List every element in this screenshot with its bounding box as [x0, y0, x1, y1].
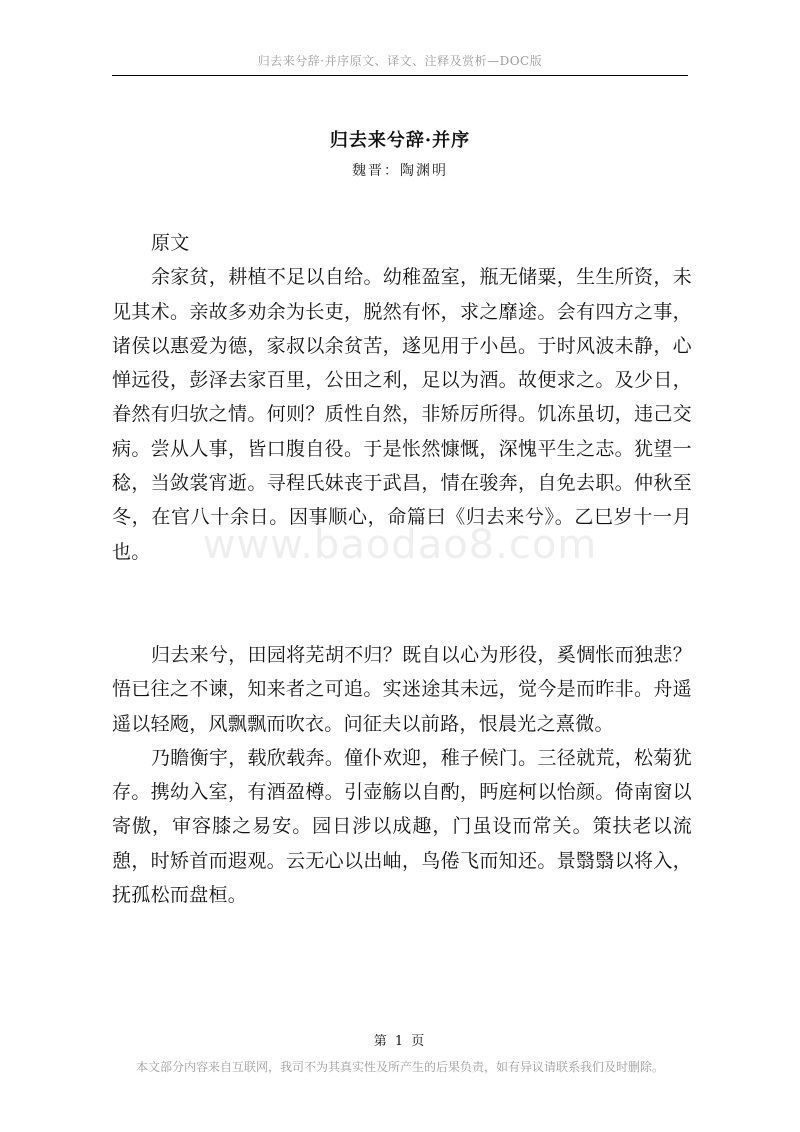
paragraph-gap: [112, 569, 692, 638]
verse-paragraph-2: 乃瞻衡宇，载欣载奔。僮仆欢迎，稚子候门。三径就荒，松菊犹存。携幼入室，有酒盈樽。引壶觞以自酌，眄庭柯以怡颜。倚南窗以寄傲，审容膝之易安。园日涉以成趣，门虽设而常关。策扶老以流憩，时矫首而遐观。云无心以出岫，鸟倦飞而知还。景翳翳以将入，抚孤松而盘桓。: [112, 746, 692, 907]
document-body: [112, 226, 692, 912]
header-divider: [112, 75, 688, 76]
verse-paragraph-1: 归去来兮，田园将芜胡不归？既自以心为形役，奚惆怅而独悲？悟已往之不谏，知来者之可追。实迷途其未远，觉今是而昨非。舟遥遥以轻飏，风飘飘而吹衣。问征夫以前路，恨晨光之熹微。: [112, 643, 692, 735]
author-byline: 魏晋：陶渊明: [352, 163, 448, 179]
running-header: 归去来兮辞·并序原文、译文、注释及赏析—DOC版: [257, 54, 543, 68]
preface-paragraph: 余家贫，耕植不足以自给。幼稚盈室，瓶无储粟，生生所资，未见其术。亲故多劝余为长吏，脱然有怀，求之靡途。会有四方之事，诸侯以惠爱为德，家叔以余贫苦，遂见用于小邑。于时风波未静，心惮远役，彭泽去家百里，公田之利，足以为酒。故便求之。及少日，眷然有归欤之情。何则？质性自然，非矫厉所得。饥冻虽切，违己交病。尝从人事，皆口腹自役。于是怅然慷慨，深愧平生之志。犹望一稔，当敛裳宵逝。寻程氏妹丧于武昌，情在骏奔，自免去职。仲秋至冬，在官八十余日。因事顺心，命篇曰《归去来兮》。乙巳岁十一月也。: [112, 266, 692, 563]
document-title: 归去来兮辞·并序: [329, 130, 471, 151]
page-number: 第 1 页: [373, 1034, 427, 1049]
footer-disclaimer: 本文部分内容来自互联网，我司不为其真实性及所产生的后果负责，如有异议请联系我们及时删除。: [135, 1060, 664, 1074]
section-label-original: 原文: [150, 232, 190, 254]
watermark: www.baodao8.com: [202, 522, 598, 568]
